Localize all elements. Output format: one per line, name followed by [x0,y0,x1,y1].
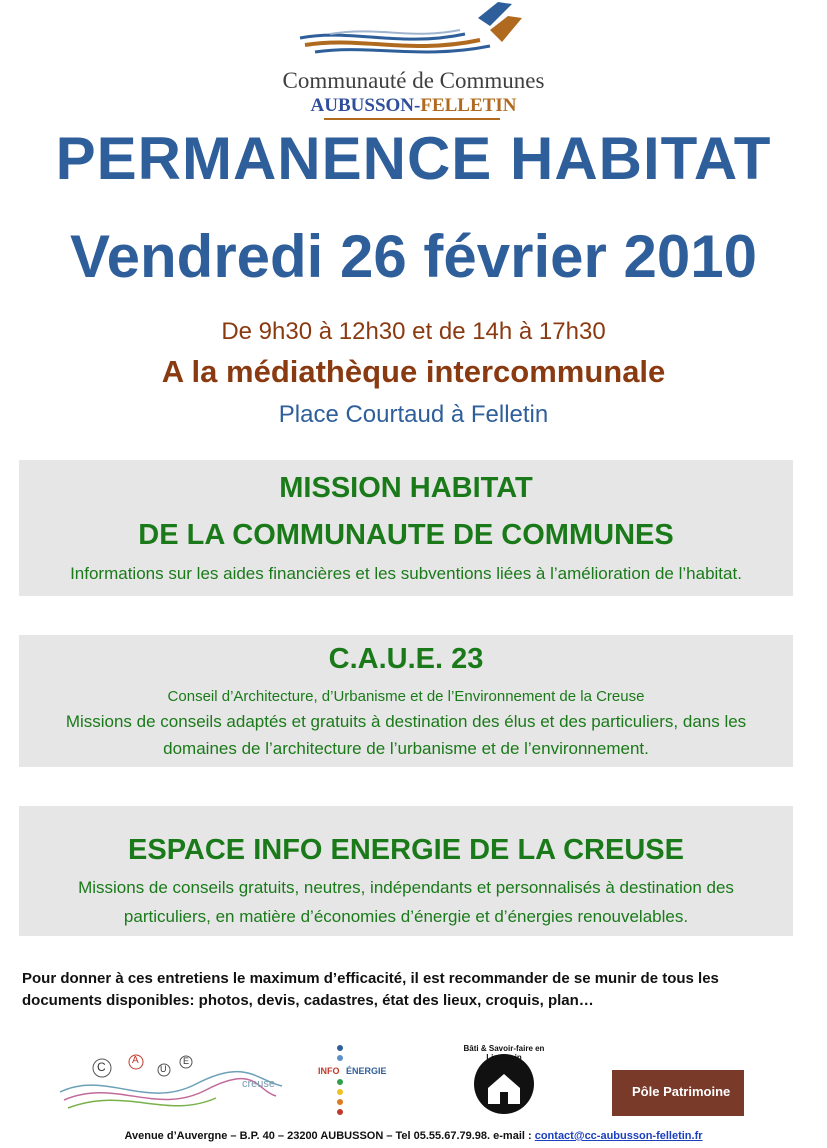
section-heading: MISSION HABITAT [279,472,533,504]
caue-word: creuse [242,1078,276,1090]
section-text: Missions de conseils adaptés et gratuits à destination des élus et des particuliers, dans les domaines de l’architecture de l’urbanisme et de l’environnement. [65,712,747,758]
event-hours: De 9h30 à 12h30 et de 14h à 17h30 [221,318,606,345]
info-energie-logo-icon [316,1042,396,1120]
footer-contact [0,1130,827,1142]
footer-email-link[interactable]: contact@cc-aubusson-felletin.fr [534,1130,703,1142]
org-underline [324,117,500,121]
recommendation-note: Pour donner à ces entretiens le maximum d’efficacité, il est recommander de se munir de tous les documents disponibles: photos, devis, cadastres, état des lieux, croquis, plan… [22,970,719,1009]
section-heading: ESPACE INFO ENERGIE DE LA CREUSE [128,834,684,866]
caue-letter: C [97,1060,106,1074]
event-venue: A la médiathèque intercommunale [161,354,666,389]
bati-savoir-faire-logo [462,1044,546,1118]
caue-logo [56,1050,286,1116]
org-subtitle-part2: FELLETIN [420,95,517,116]
pole-patrimoine-logo [612,1070,744,1116]
event-date: Vendredi 26 février 2010 [69,223,758,290]
pole-label: Pôle Patrimoine [632,1084,731,1099]
org-subtitle-part1: AUBUSSON- [310,95,421,116]
section-info-energie [19,806,793,936]
section-caue [19,635,793,767]
caue-letter: U [160,1064,167,1074]
info-energie-logo [316,1042,396,1120]
event-title: PERMANENCE HABITAT [55,125,772,192]
section-text: Informations sur les aides financières et les subventions liées à l’amélioration de l’habitat. [70,564,742,583]
section-mission-habitat [19,460,793,596]
communaute-logo-icon [290,0,530,60]
bati-label: Bâti & Savoir-faire en Limousin [463,1044,545,1062]
caue-letter: A [132,1055,139,1066]
section-heading: C.A.U.E. 23 [328,643,484,675]
section-heading-line2: DE LA COMMUNAUTE DE COMMUNES [138,519,674,551]
footer-address: Avenue d’Auvergne – B.P. 40 – 23200 AUBUSSON – Tel 05.55.67.79.98. e-mail : [124,1130,535,1142]
caue-letter: E [183,1056,190,1066]
org-name: Communauté de Communes [282,68,545,93]
section-subtitle: Conseil d’Architecture, d’Urbanisme et de l’Environnement de la Creuse [167,688,645,705]
info-label: INFO [318,1066,340,1076]
org-subtitle [0,95,827,117]
event-address: Place Courtaud à Felletin [278,401,549,428]
section-text: Missions de conseils gratuits, neutres, indépendants et personnalisés à destination des particuliers, en matière d’économies d’énergie et d’énergies renouvelables. [78,878,734,926]
energie-label: ÉNERGIE [346,1066,387,1076]
